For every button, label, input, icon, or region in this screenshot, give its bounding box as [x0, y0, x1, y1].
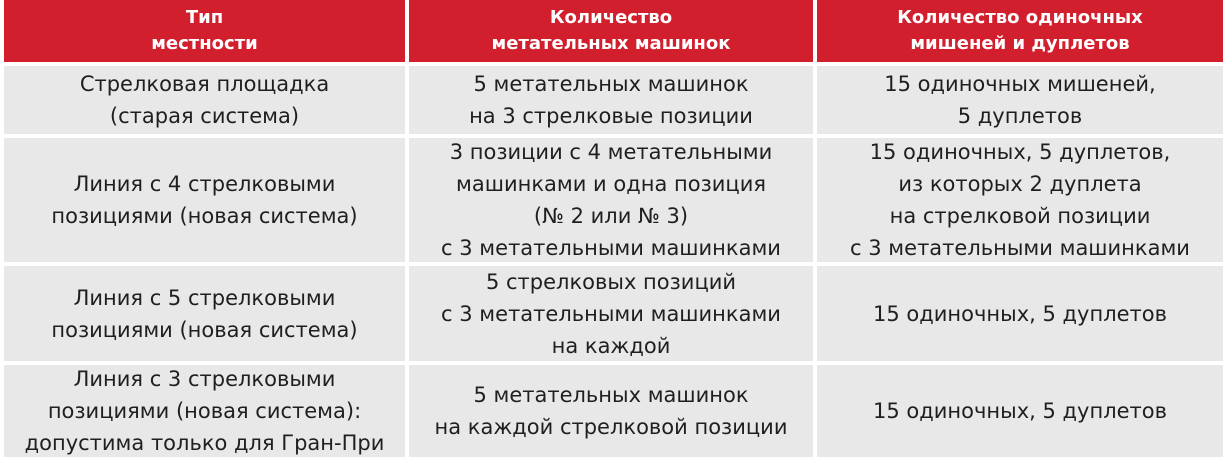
table-cell: 5 стрелковых позиций с 3 метательными машинками на каждой [409, 266, 813, 361]
header-machine-count: Количество метательных машинок [409, 0, 813, 62]
table-cell: 15 одиночных мишеней, 5 дуплетов [817, 66, 1223, 134]
table-cell: Стрелковая площадка (старая система) [4, 66, 405, 134]
table-cell: 3 позиции с 4 метательными машинками и одна позиция (№ 2 или № 3) с 3 метательными машинками [409, 138, 813, 262]
table-cell: 15 одиночных, 5 дуплетов [817, 365, 1223, 457]
table-row [4, 138, 1223, 262]
table-header-row [4, 0, 1223, 62]
table-row [4, 266, 1223, 361]
table-cell: 15 одиночных, 5 дуплетов, из которых 2 дуплета на стрелковой позиции с 3 метательными машинками [817, 138, 1223, 262]
table-row [4, 365, 1223, 457]
header-target-count: Количество одиночных мишеней и дуплетов [817, 0, 1223, 62]
table-row [4, 66, 1223, 134]
table-cell: 15 одиночных, 5 дуплетов [817, 266, 1223, 361]
table-cell: 5 метательных машинок на 3 стрелковые позиции [409, 66, 813, 134]
table-cell: 5 метательных машинок на каждой стрелковой позиции [409, 365, 813, 457]
comparison-table [4, 0, 1223, 457]
table-cell: Линия с 3 стрелковыми позициями (новая система): допустима только для Гран-При [4, 365, 405, 457]
header-terrain-type: Тип местности [4, 0, 405, 62]
table-cell: Линия с 4 стрелковыми позициями (новая система) [4, 138, 405, 262]
table-cell: Линия с 5 стрелковыми позициями (новая система) [4, 266, 405, 361]
